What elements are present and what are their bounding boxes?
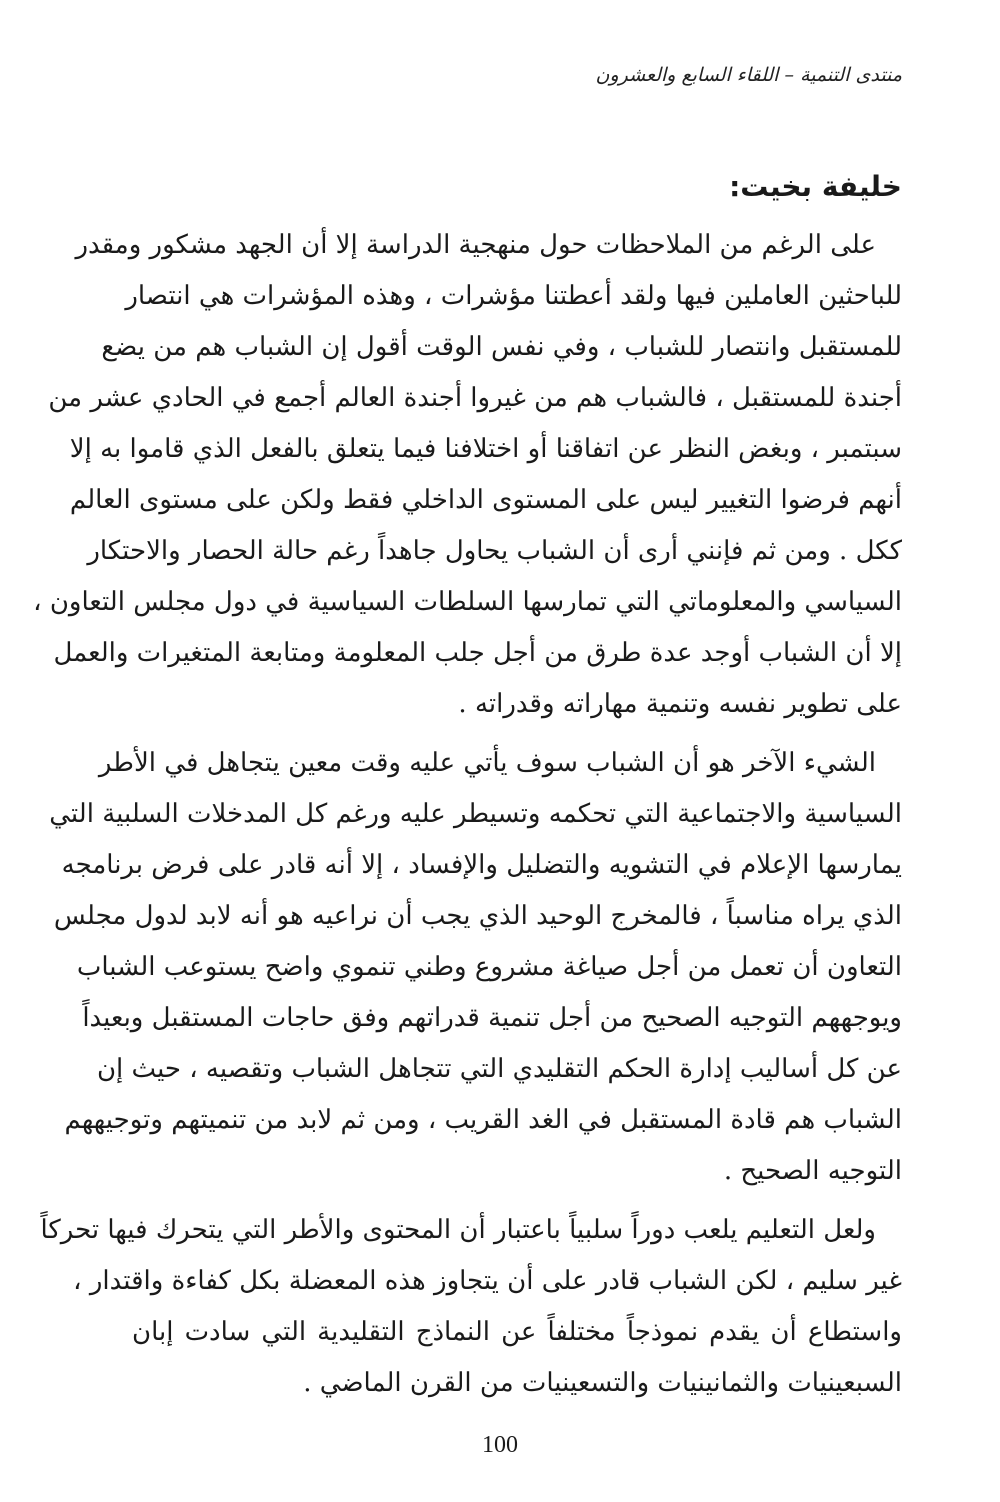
text-line: السبعينيات والثمانينيات والتسعينيات من القرن الماضي . xyxy=(303,1368,902,1398)
text-line: التعاون أن تعمل من أجل صياغة مشروع وطني تنموي واضح يستوعب الشباب xyxy=(76,952,902,982)
page-number: 100 xyxy=(482,1432,518,1458)
text-line: إلا أن الشباب أوجد عدة طرق من أجل جلب المعلومة ومتابعة المتغيرات والعمل xyxy=(53,638,902,668)
text-line: واستطاع أن يقدم نموذجاً مختلفاً عن النماذج التقليدية التي سادت إبان xyxy=(132,1317,902,1347)
text-line: الذي يراه مناسباً ، فالمخرج الوحيد الذي يجب أن نراعيه هو أنه لابد لدول مجلس xyxy=(53,901,902,931)
text-line: سبتمبر ، وبغض النظر عن اتفاقنا أو اختلافنا فيما يتعلق بالفعل الذي قاموا به إلا xyxy=(69,434,902,464)
text-line: للباحثين العاملين فيها ولقد أعطتنا مؤشرات ، وهذه المؤشرات هي انتصار xyxy=(125,281,902,311)
paragraph-1 xyxy=(33,220,902,730)
text-line: السياسية والاجتماعية التي تحكمه وتسيطر عليه ورغم كل المدخلات السلبية التي xyxy=(49,799,902,829)
body-text xyxy=(33,220,902,1409)
text-line: يمارسها الإعلام في التشويه والتضليل والإفساد ، إلا أنه قادر على فرض برنامجه xyxy=(61,850,902,880)
text-line: على تطوير نفسه وتنمية مهاراته وقدراته . xyxy=(458,689,902,719)
text-line: التوجيه الصحيح . xyxy=(723,1156,902,1186)
speaker-name: خليفة بخيت: xyxy=(729,170,902,203)
running-header: منتدى التنمية – اللقاء السابع والعشرون xyxy=(595,64,902,86)
paragraph-2 xyxy=(49,738,902,1197)
paragraph-3 xyxy=(40,1205,902,1409)
text-line: أجندة للمستقبل ، فالشباب هم من غيروا أجندة العالم أجمع في الحادي عشر من xyxy=(48,383,902,413)
text-line: ككل . ومن ثم فإنني أرى أن الشباب يحاول جاهداً رغم حالة الحصار والاحتكار xyxy=(87,536,902,566)
text-line: أنهم فرضوا التغيير ليس على المستوى الداخلي فقط ولكن على مستوى العالم xyxy=(69,485,902,515)
text-line: الشيء الآخر هو أن الشباب سوف يأتي عليه وقت معين يتجاهل في الأطر xyxy=(98,748,876,778)
text-line: الشباب هم قادة المستقبل في الغد القريب ، ومن ثم لابد من تنميتهم وتوجيههم xyxy=(64,1105,902,1135)
text-line: على الرغم من الملاحظات حول منهجية الدراسة إلا أن الجهد مشكور ومقدر xyxy=(75,230,876,260)
text-line: للمستقبل وانتصار للشباب ، وفي نفس الوقت أقول إن الشباب هم من يضع xyxy=(101,332,902,362)
text-line: ولعل التعليم يلعب دوراً سلبياً باعتبار أن المحتوى والأطر التي يتحرك فيها تحركاً xyxy=(40,1215,876,1245)
text-line: ويوجههم التوجيه الصحيح من أجل تنمية قدراتهم وفق حاجات المستقبل وبعيداً xyxy=(82,1003,902,1033)
text-line: السياسي والمعلوماتي التي تمارسها السلطات السياسية في دول مجلس التعاون ، xyxy=(33,587,902,617)
text-line: عن كل أساليب إدارة الحكم التقليدي التي تتجاهل الشباب وتقصيه ، حيث إن xyxy=(96,1054,902,1084)
text-line: غير سليم ، لكن الشباب قادر على أن يتجاوز هذه المعضلة بكل كفاءة واقتدار ، xyxy=(73,1266,902,1296)
